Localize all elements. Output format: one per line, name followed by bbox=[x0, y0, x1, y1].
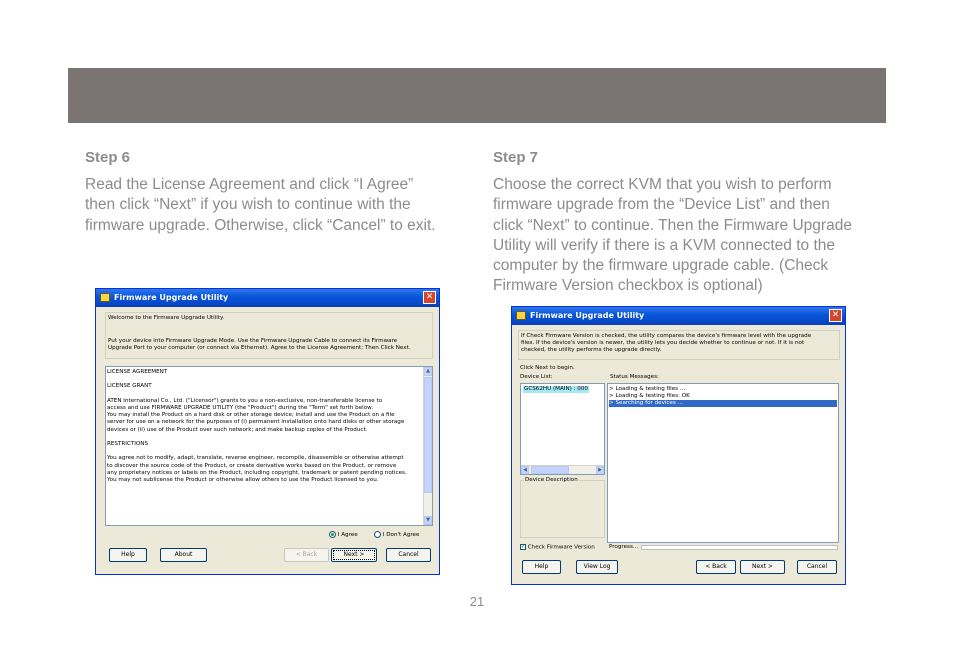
license-line bbox=[107, 448, 419, 455]
step7-line: Utility will verify if there is a KVM connected to the bbox=[493, 236, 835, 254]
device-dialog bbox=[511, 306, 846, 585]
device-dialog-titlebar bbox=[512, 307, 845, 325]
next-button[interactable]: Next > bbox=[331, 548, 377, 562]
info-line: checked, the utility performs the upgrade directly. bbox=[521, 347, 662, 353]
license-line: RESTRICTIONS bbox=[107, 440, 149, 447]
checkbox-checked-icon[interactable]: ✔ bbox=[521, 544, 526, 550]
agree-radio[interactable] bbox=[329, 531, 358, 539]
disagree-label: I Don't Agree bbox=[382, 532, 420, 538]
license-line: You may not sublicense the Product or otherwise allow others to use the Product licensed to you. bbox=[107, 476, 379, 483]
radio-empty-icon[interactable] bbox=[374, 531, 381, 538]
scroll-thumb[interactable] bbox=[424, 377, 432, 493]
back-button[interactable]: < Back bbox=[284, 548, 329, 562]
dialog-title: Firmware Upgrade Utility bbox=[530, 311, 645, 320]
back-button[interactable]: < Back bbox=[696, 560, 736, 574]
help-button[interactable]: Help bbox=[522, 560, 561, 574]
header-banner bbox=[68, 68, 886, 123]
step7-line: Choose the correct KVM that you wish to perform bbox=[493, 176, 832, 193]
step7-line: firmware upgrade from the “Device List” and then bbox=[493, 196, 830, 214]
progress-label: Progress... bbox=[609, 544, 639, 550]
step6-line: then click “Next” if you wish to continue with the bbox=[85, 196, 411, 214]
close-icon[interactable]: ✕ bbox=[423, 291, 436, 304]
step7-title: Step 7 bbox=[493, 149, 539, 166]
check-fw-label: Check Firmware Version bbox=[527, 544, 595, 551]
info-panel bbox=[518, 330, 840, 360]
license-line: server for use on a network for the purposes of (i) permanent installation onto hard disks or other storage bbox=[107, 419, 405, 426]
step7-line: computer by the firmware upgrade cable. (Check bbox=[493, 257, 829, 275]
info-line: If Check Firmware Version is checked, the utility compares the device's firmware level with the upgrade bbox=[521, 333, 812, 339]
step7-line: Firmware Version checkbox is optional) bbox=[493, 277, 763, 295]
step7-line: click “Next” to continue. Then the Firmware Upgrade bbox=[493, 216, 852, 234]
close-icon[interactable]: ✕ bbox=[829, 309, 842, 322]
license-scrollbar[interactable] bbox=[423, 367, 432, 525]
license-dialog-titlebar bbox=[96, 289, 439, 307]
cancel-button[interactable]: Cancel bbox=[386, 548, 431, 562]
disagree-radio[interactable] bbox=[374, 531, 419, 539]
status-messages-box bbox=[607, 383, 839, 543]
license-line bbox=[107, 434, 419, 441]
device-list-hscrollbar[interactable] bbox=[521, 465, 604, 474]
license-textbox[interactable] bbox=[105, 366, 433, 526]
next-button[interactable]: Next > bbox=[740, 560, 785, 574]
device-description-label: Device Description bbox=[525, 477, 578, 483]
welcome-text: Welcome to the Firmware Upgrade Utility. bbox=[108, 315, 225, 321]
click-next-text: Click Next to begin. bbox=[520, 365, 575, 371]
step6-line: Read the License Agreement and click “I Agree” bbox=[85, 176, 414, 193]
step6-line: firmware upgrade. Otherwise, click “Cancel” to exit. bbox=[85, 216, 436, 234]
license-content bbox=[107, 369, 419, 484]
license-line: ATEN International Co., Ltd. ("Licensor") grants to you a non-exclusive, non-transferable license to bbox=[107, 397, 383, 404]
step6-text bbox=[85, 175, 465, 236]
view-log-button[interactable]: View Log bbox=[576, 560, 618, 574]
license-line: LICENSE AGREEMENT bbox=[107, 369, 168, 375]
radio-selected-icon[interactable] bbox=[329, 531, 336, 538]
license-line bbox=[107, 376, 419, 383]
step7-text bbox=[493, 175, 878, 297]
page-number: 21 bbox=[469, 594, 485, 609]
status-message: > Searching for devices ... bbox=[609, 400, 837, 407]
info-line: files. If the device's version is newer, the utility lets you decide whether to continue or not. If it is not bbox=[521, 340, 805, 346]
license-line bbox=[107, 391, 419, 398]
license-line: devices or (ii) use of the Product over such network; and make backup copies of the Product. bbox=[107, 426, 368, 433]
status-message: > Loading & testing files: OK bbox=[609, 393, 690, 399]
license-line: to discover the source code of the Product, or create derivative works based on the Product, or remove bbox=[107, 462, 397, 469]
about-button[interactable]: About bbox=[160, 548, 207, 562]
license-line: any proprietary notices or labels on the Product, including copyright, trademark or patent pending notices. bbox=[107, 469, 407, 476]
agree-label: I Agree bbox=[337, 532, 358, 538]
license-line: LICENSE GRANT bbox=[107, 383, 152, 390]
scroll-right-icon[interactable]: ▶ bbox=[596, 466, 604, 475]
cancel-button[interactable]: Cancel bbox=[797, 560, 837, 574]
help-button[interactable]: Help bbox=[109, 548, 147, 562]
license-dialog bbox=[95, 288, 440, 575]
license-line: You agree not to modify, adapt, translate, reverse engineer, recompile, disassemble or otherwise attempt bbox=[107, 455, 404, 462]
step6-title: Step 6 bbox=[85, 149, 131, 166]
device-description-group bbox=[520, 477, 605, 538]
scroll-up-icon[interactable]: ▲ bbox=[424, 367, 432, 376]
device-list-label: Device List: bbox=[520, 374, 553, 380]
scroll-left-icon[interactable]: ◀ bbox=[521, 466, 529, 475]
intro-line: Upgrade Port to your computer (or connect via Ethernet). Agree to the License Agreement; Then Click Next. bbox=[108, 345, 411, 351]
license-line: You may install the Product on a hard disk or other storage device; install and use the Product on a file bbox=[107, 412, 395, 419]
scroll-down-icon[interactable]: ▼ bbox=[424, 516, 432, 525]
status-message: > Loading & testing files ... bbox=[609, 386, 686, 392]
device-list-item[interactable]: GCS62HU (MAIN) : 000 bbox=[524, 386, 588, 392]
progress-bar bbox=[641, 545, 838, 550]
app-icon bbox=[100, 293, 110, 302]
status-label: Status Messages: bbox=[610, 374, 659, 380]
device-list[interactable] bbox=[520, 383, 605, 475]
intro-line: Put your device into Firmware Upgrade Mode. Use the Firmware Upgrade Cable to connect its Firmware bbox=[108, 338, 398, 344]
license-line: access and use FIRMWARE UPGRADE UTILITY (the "Product") during the "Term" set forth below. bbox=[107, 404, 373, 411]
app-icon bbox=[516, 311, 526, 320]
check-fw-checkbox[interactable] bbox=[520, 544, 595, 552]
scroll-thumb[interactable] bbox=[531, 466, 569, 474]
intro-panel bbox=[105, 312, 433, 359]
dialog-title: Firmware Upgrade Utility bbox=[114, 293, 229, 302]
